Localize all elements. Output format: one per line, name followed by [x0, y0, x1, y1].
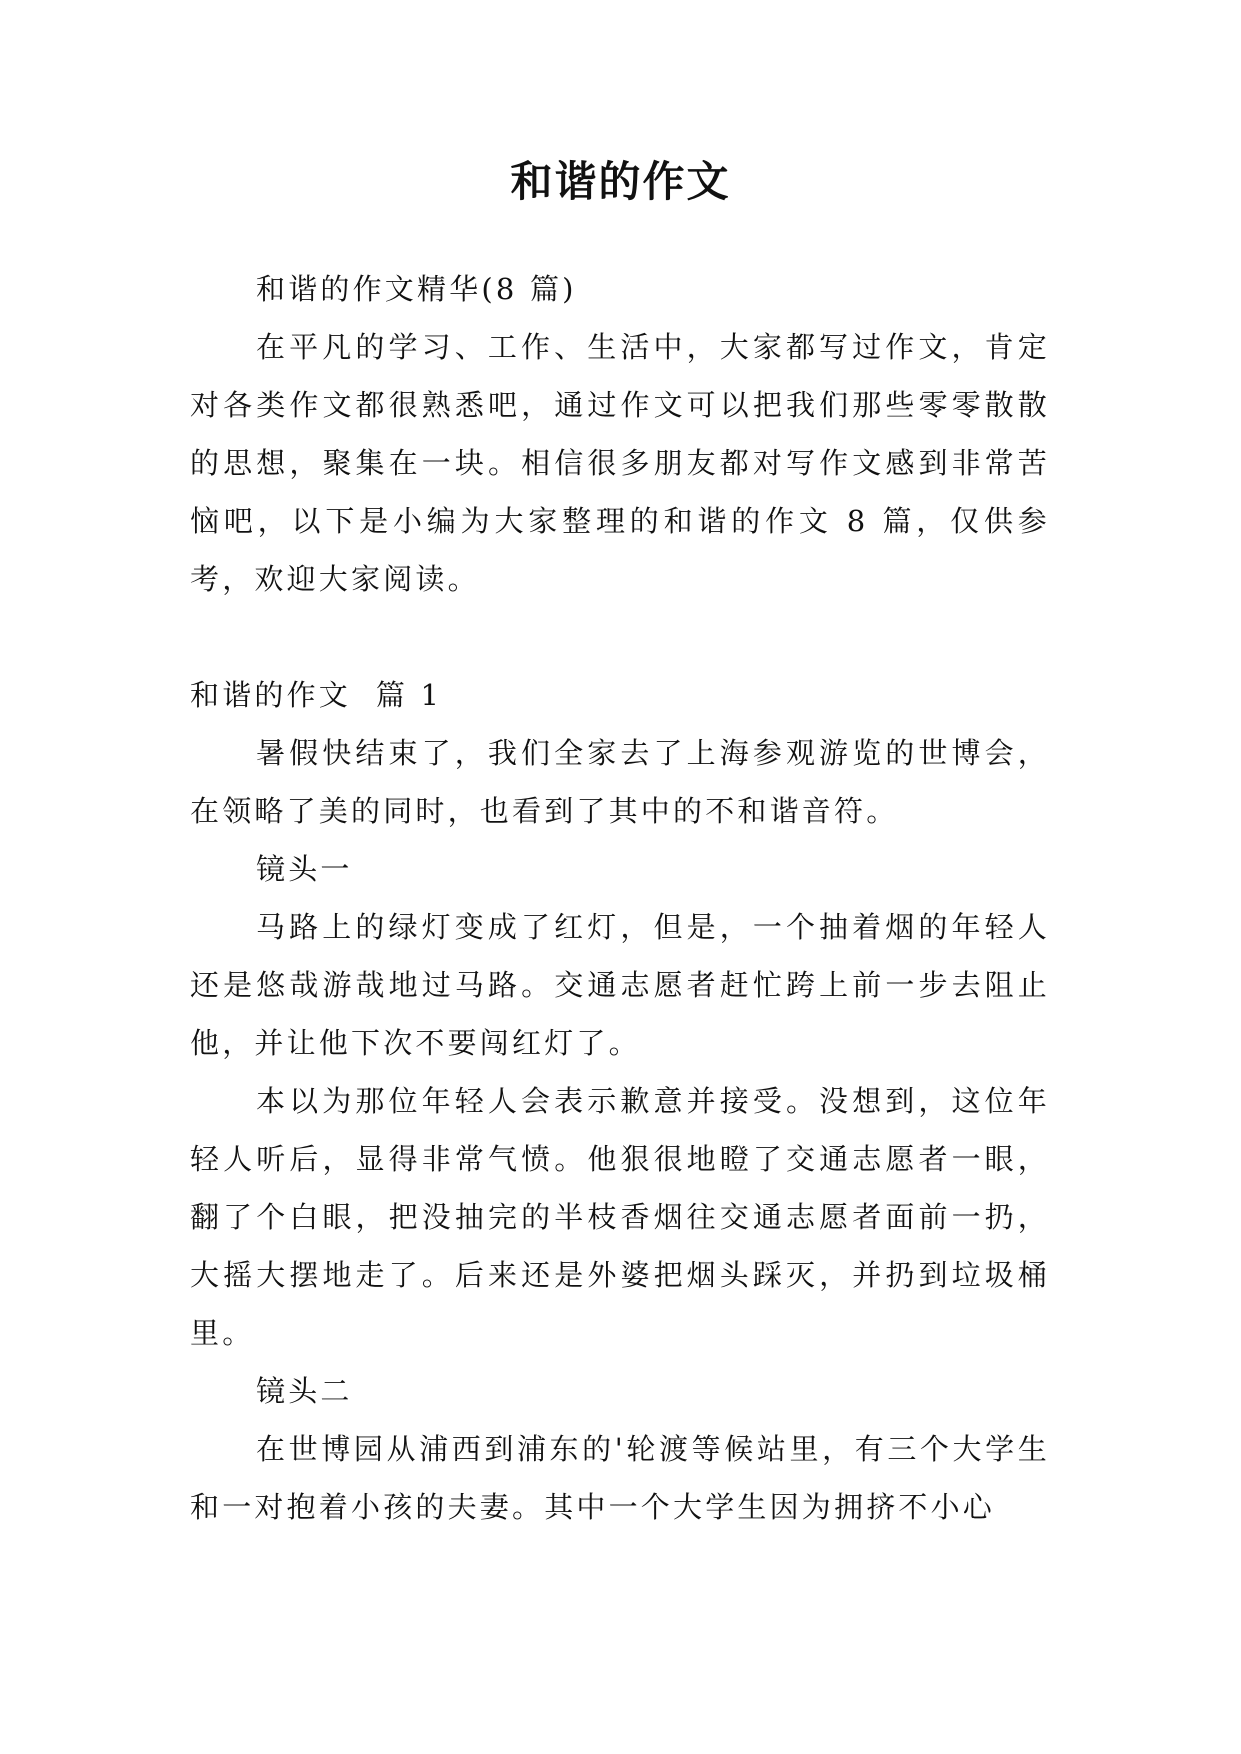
intro-paragraph: 在平凡的学习、工作、生活中，大家都写过作文，肯定对各类作文都很熟悉吧，通过作文可以把我们那些零零散散的思想，聚集在一块。相信很多朋友都对写作文感到非常苦恼吧，以下是小编为大家整理的和谐的作文 8 篇，仅供参考，欢迎大家阅读。 [190, 330, 1050, 596]
paragraph-3: 本以为那位年轻人会表示歉意并接受。没想到，这位年轻人听后，显得非常气愤。他狠很地瞪了交通志愿者一眼，翻了个白眼，把没抽完的半枝香烟往交通志愿者面前一扔，大摇大摆地走了。后来还是外婆把烟头踩灭，并扔到垃圾桶里。 [190, 1084, 1050, 1350]
document-body [190, 260, 1050, 1536]
document-subtitle: 和谐的作文精华(8 篇) [256, 272, 577, 306]
scene-heading-1: 镜头一 [256, 852, 353, 886]
paragraph-4: 在世博园从浦西到浦东的'轮渡等候站里，有三个大学生和一对抱着小孩的夫妻。其中一个大学生因为拥挤不小心 [190, 1432, 1050, 1524]
page-title: 和谐的作文 [510, 157, 731, 206]
paragraph-1: 暑假快结束了，我们全家去了上海参观游览的世博会，在领略了美的同时，也看到了其中的不和谐音符。 [190, 736, 1050, 828]
section-heading: 和谐的作文 篇 1 [190, 678, 443, 712]
paragraph-2: 马路上的绿灯变成了红灯，但是，一个抽着烟的年轻人还是悠哉游哉地过马路。交通志愿者赶忙跨上前一步去阻止他，并让他下次不要闯红灯了。 [190, 910, 1050, 1060]
scene-heading-2: 镜头二 [256, 1374, 353, 1408]
